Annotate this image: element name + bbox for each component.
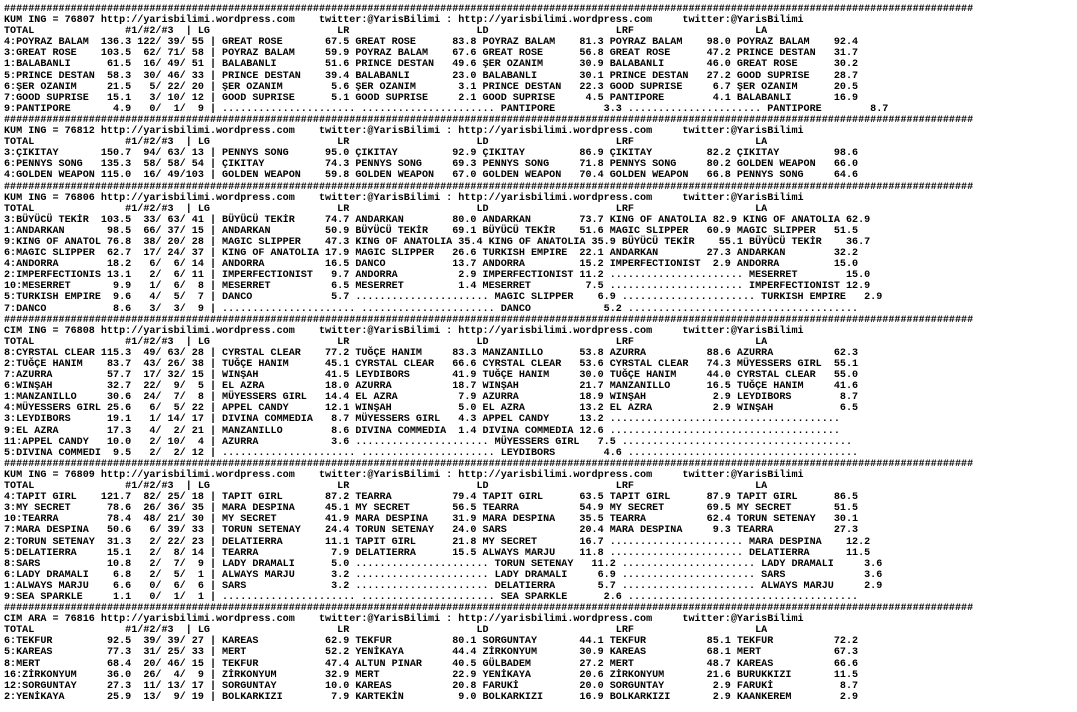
race-header-line: KUM ING = 76807 http://yarisbilimi.wordpress.com twitter:@YarisBilimi : http://yarisbilimi.wordpress.com twitter:@YarisBilimi — [4, 15, 804, 27]
separator-line: ################################################################################################################################################################ — [4, 181, 974, 193]
result-row: 3:MY SECRET 78.6 26/ 36/ 35 | MARA DESPINA 45.1 MY SECRET 56.5 TEARRA 54.9 MY SECRET 69.5 MY SECRET 51.5 — [4, 503, 859, 515]
result-row: 5:DIVINA COMMEDI 9.5 2/ 2/ 12 | ...................... ...................... LEYDIBORS 4.6 ...................................... — [4, 447, 859, 459]
race-header-line: KUM ING = 76812 http://yarisbilimi.wordpress.com twitter:@YarisBilimi : http://yarisbilimi.wordpress.com twitter:@YarisBilimi — [4, 126, 804, 138]
result-row: 3:GREAT ROSE 103.5 62/ 71/ 58 | POYRAZ BALAM 59.9 POYRAZ BALAM 67.6 GREAT ROSE 56.8 GREAT ROSE 47.2 PRINCE DESTAN 31.7 — [4, 48, 859, 60]
result-row: 7:DANCO 8.6 3/ 3/ 9 | ...................... ...................... DANCO 5.2 ...................................... — [4, 303, 859, 315]
result-row: 3:LEYDIBORS 19.1 1/ 14/ 17 | DIVINA COMMEDIA 8.7 MÜYESSERS GIRL 4.3 APPEL CANDY 13.2 ...................................... — [4, 414, 840, 426]
separator-line: ################################################################################################################################################################ — [4, 603, 974, 615]
result-row: 5:DELATIERRA 15.1 2/ 8/ 14 | TEARRA 7.9 DELATIERRA 15.5 ALWAYS MARJU 11.8 ...................... DELATIERRA 11.5 — [4, 547, 871, 559]
result-row: 9:KING OF ANATOL 76.8 38/ 20/ 28 | MAGIC SLIPPER 47.3 KING OF ANATOLIA 35.4 KING OF ANATOLIA 35.9 BÜYÜCÜ TEKİR 55.1 BÜYÜCÜ TEKİR 36.7 — [4, 236, 871, 248]
result-row: 4:TAPIT GIRL 121.7 82/ 25/ 18 | TAPIT GIRL 87.2 TEARRA 79.4 TAPIT GIRL 63.5 TAPIT GIRL 87.9 TAPIT GIRL 86.5 — [4, 492, 859, 504]
result-row: 5:PRINCE DESTAN 58.3 30/ 46/ 33 | PRINCE DESTAN 39.4 BALABANLI 23.0 BALABANLI 30.1 PRINCE DESTAN 27.2 GOOD SUPRISE 28.7 — [4, 70, 859, 82]
result-row: 16:ZİRKONYUM 36.0 26/ 4/ 9 | ZİRKONYUM 32.9 MERT 22.9 YENİKAYA 20.6 ZİRKONYUM 21.6 BURUKKIZI 11.5 — [4, 669, 859, 681]
result-row: 6:WINŞAH 32.7 22/ 9/ 5 | EL AZRA 18.0 AZURRA 18.7 WINŞAH 21.7 MANZANILLO 16.5 TUĞÇE HANIM 41.6 — [4, 381, 859, 393]
result-row: 10:TEARRA 78.4 48/ 21/ 30 | MY SECRET 41.9 MARA DESPINA 31.9 MARA DESPINA 35.5 TEARRA 62.4 TORUN SETENAY 30.1 — [4, 514, 859, 526]
result-row: 9:EL AZRA 17.3 4/ 2/ 21 | MANZANILLO 8.6 DIVINA COMMEDIA 1.4 DIVINA COMMEDIA 12.6 ...................................... — [4, 425, 840, 437]
result-row: 4:ANDORRA 18.2 6/ 6/ 14 | ANDORRA 16.5 DANCO 13.7 ANDORRA 15.2 IMPERFECTIONIST 2.9 ANDORRA 15.0 — [4, 259, 859, 271]
race-header-line: CIM ING = 76808 http://yarisbilimi.wordpress.com twitter:@YarisBilimi : http://yarisbilimi.wordpress.com twitter:@YarisBilimi — [4, 325, 804, 337]
result-row: 9:PANTIPORE 4.9 0/ 1/ 9 | ...................... ...................... PANTIPORE 3.3 ...................... PANTIPORE 8.7 — [4, 103, 889, 115]
result-row: 1:BALABANLI 61.5 16/ 49/ 51 | BALABANLI 51.6 PRINCE DESTAN 49.6 ŞER OZANIM 30.9 BALABANLI 46.0 GREAT ROSE 30.2 — [4, 59, 859, 71]
result-row: 4:GOLDEN WEAPON 115.0 16/ 49/103 | GOLDEN WEAPON 59.8 GOLDEN WEAPON 67.0 GOLDEN WEAPON 70.4 GOLDEN WEAPON 66.8 PENNYS SONG 64.6 — [4, 170, 859, 182]
result-row: 12:SORGUNTAY 27.3 11/ 13/ 17 | SORGUNTAY 10.0 KAREAS 20.8 FARUKİ 20.0 SORGUNTAY 2.9 FARUKİ 8.7 — [4, 680, 859, 692]
result-row: 7:AZURRA 57.7 17/ 32/ 15 | WINŞAH 41.5 LEYDIBORS 41.9 TUĞÇE HANIM 30.0 TUĞÇE HANIM 44.0 CYRSTAL CLEAR 55.0 — [4, 370, 859, 382]
result-row: 10:MESERRET 9.9 1/ 6/ 8 | MESERRET 6.5 MESERRET 1.4 MESERRET 7.5 ...................... IMPERFECTIONIST 12.9 — [4, 281, 871, 293]
result-row: 2:TUĞÇE HANIM 83.7 43/ 26/ 38 | TUĞÇE HANIM 45.1 CYRSTAL CLEAR 66.6 CYRSTAL CLEAR 53.6 CYRSTAL CLEAR 74.3 MÜYESSERS GIRL 55.1 — [4, 359, 859, 370]
result-row: 11:APPEL CANDY 10.0 2/ 10/ 4 | AZURRA 3.6 ...................... MÜYESSERS GIRL 7.5 ...................................... — [4, 436, 853, 448]
race-header-line: CIM ARA = 76816 http://yarisbilimi.wordpress.com twitter:@YarisBilimi : http://yarisbilimi.wordpress.com twitter:@YarisBilimi — [4, 614, 804, 626]
result-row: 5:KAREAS 77.3 31/ 25/ 33 | MERT 52.2 YENİKAYA 44.4 ZİRKONYUM 30.9 KAREAS 68.1 MERT 67.3 — [4, 647, 859, 659]
separator-line: ################################################################################################################################################################ — [4, 314, 974, 326]
race-analysis-sheet — [4, 4, 973, 703]
column-header-line: TOTAL #1/#2/#3 | LG LR LD LRF LA — [4, 26, 768, 38]
result-row: 8:CYRSTAL CLEAR 115.3 49/ 63/ 28 | CYRSTAL CLEAR 77.2 TUĞÇE HANIM 83.3 MANZANILLO 53.8 AZURRA 88.6 AZURRA 62.3 — [4, 347, 859, 359]
result-row: 5:TURKISH EMPIRE 9.6 4/ 5/ 7 | DANCO 5.7 ...................... MAGIC SLIPPER 6.9 ...................... TURKISH EMPIRE 2.9 — [4, 292, 883, 304]
result-row: 2:IMPERFECTIONIS 13.1 2/ 6/ 11 | IMPERFECTIONIST 9.7 ANDORRA 2.9 IMPERFECTIONIST 11.2 ...................... MESERRET 15.0 — [4, 270, 871, 282]
race-header-line: KUM ING = 76806 http://yarisbilimi.wordpress.com twitter:@YarisBilimi : http://yarisbilimi.wordpress.com twitter:@YarisBilimi — [4, 192, 804, 204]
separator-line: ################################################################################################################################################################ — [4, 4, 974, 15]
result-row: 7:MARA DESPINA 50.6 6/ 39/ 33 | TORUN SETENAY 24.4 TORUN SETENAY 24.0 SARS 20.4 MARA DESPINA 9.3 TEARRA 27.3 — [4, 525, 859, 537]
result-row: 4:MÜYESSERS GIRL 25.6 6/ 5/ 22 | APPEL CANDY 12.1 WINŞAH 5.0 EL AZRA 13.2 EL AZRA 2.9 WINŞAH 6.5 — [4, 403, 859, 415]
separator-line: ################################################################################################################################################################ — [4, 458, 974, 470]
result-row: 3:BÜYÜCÜ TEKİR 103.5 33/ 63/ 41 | BÜYÜCÜ TEKİR 74.7 ANDARKAN 80.0 ANDARKAN 73.7 KING OF ANATOLIA 82.9 KING OF ANATOLIA 62.9 — [4, 214, 871, 226]
result-row: 2:YENİKAYA 25.9 13/ 9/ 19 | BOLKARKIZI 7.9 KARTEKİN 9.0 BOLKARKIZI 16.9 BOLKARKIZI 2.9 KAANKEREM 2.9 — [4, 691, 859, 703]
result-row: 1:MANZANILLO 30.6 24/ 7/ 8 | MÜYESSERS GIRL 14.4 EL AZRA 7.9 AZURRA 18.9 WINŞAH 2.9 LEYDIBORS 8.7 — [4, 392, 859, 404]
result-row: 4:POYRAZ BALAM 136.3 122/ 39/ 55 | GREAT ROSE 67.5 GREAT ROSE 83.8 POYRAZ BALAM 81.3 POYRAZ BALAM 98.0 POYRAZ BALAM 92.4 — [4, 37, 859, 49]
result-row: 8:SARS 10.8 2/ 7/ 9 | LADY DRAMALI 5.0 ...................... TORUN SETENAY 11.2 ...................... LADY DRAMALI 3.6 — [4, 558, 883, 570]
result-row: 9:SEA SPARKLE 1.1 0/ 1/ 1 | ...................... ...................... SEA SPARKLE 2.6 ...................................... — [4, 591, 859, 603]
column-header-line: TOTAL #1/#2/#3 | LG LR LD LRF LA — [4, 137, 768, 149]
race-header-line: KUM ING = 76809 http://yarisbilimi.wordpress.com twitter:@YarisBilimi : http://yarisbilimi.wordpress.com twitter:@YarisBilimi — [4, 469, 804, 481]
column-header-line: TOTAL #1/#2/#3 | LG LR LD LRF LA — [4, 336, 768, 348]
result-row: 6:ŞER OZANIM 21.5 5/ 22/ 20 | ŞER OZANIM 5.6 ŞER OZANIM 3.1 PRINCE DESTAN 22.3 GOOD SUPRISE 6.7 ŞER OZANIM 20.5 — [4, 81, 859, 93]
result-row: 1:ALWAYS MARJU 6.6 0/ 6/ 6 | SARS 3.2 ...................... DELATIERRA 5.7 ...................... ALWAYS MARJU 2.9 — [4, 580, 883, 592]
column-header-line: TOTAL #1/#2/#3 | LG LR LD LRF LA — [4, 625, 768, 637]
result-row: 6:LADY DRAMALI 6.8 2/ 5/ 1 | ALWAYS MARJU 3.2 ...................... LADY DRAMALI 6.9 ...................... SARS 3.6 — [4, 569, 883, 581]
result-row: 6:PENNYS SONG 135.3 58/ 58/ 54 | ÇIKITAY 74.3 PENNYS SONG 69.3 PENNYS SONG 71.8 PENNYS SONG 80.2 GOLDEN WEAPON 66.0 — [4, 159, 859, 171]
column-header-line: TOTAL #1/#2/#3 | LG LR LD LRF LA — [4, 203, 768, 215]
result-row: 2:TORUN SETENAY 31.3 2/ 22/ 23 | DELATIERRA 11.1 TAPIT GIRL 21.8 MY SECRET 16.7 ...................... MARA DESPINA 12.2 — [4, 536, 871, 548]
separator-line: ################################################################################################################################################################ — [4, 114, 974, 126]
result-row: 6:TEKFUR 92.5 39/ 39/ 27 | KAREAS 62.9 TEKFUR 80.1 SORGUNTAY 44.1 TEKFUR 85.1 TEKFUR 72.2 — [4, 636, 859, 648]
result-row: 7:GOOD SUPRISE 15.1 3/ 10/ 12 | GOOD SUPRISE 5.1 GOOD SUPRISE 2.1 GOOD SUPRISE 4.5 PANTIPORE 4.1 BALABANLI 16.9 — [4, 92, 859, 104]
result-row: 8:MERT 68.4 20/ 46/ 15 | TEKFUR 47.4 ALTUN PINAR 40.5 GÜLBADEM 27.2 MERT 48.7 KAREAS 66.6 — [4, 658, 859, 670]
result-row: 1:ANDARKAN 98.5 66/ 37/ 15 | ANDARKAN 50.9 BÜYÜCÜ TEKİR 69.1 BÜYÜCÜ TEKİR 51.6 MAGIC SLIPPER 60.9 MAGIC SLIPPER 51.5 — [4, 225, 859, 237]
result-row: 3:ÇIKITAY 150.7 94/ 63/ 13 | PENNYS SONG 95.0 ÇIKITAY 92.9 ÇIKITAY 86.9 ÇIKITAY 82.2 ÇIKITAY 98.6 — [4, 148, 859, 160]
result-row: 6:MAGIC SLIPPER 62.7 17/ 24/ 37 | KING OF ANATOLIA 17.9 MAGIC SLIPPER 26.6 TURKISH EMPIRE 22.1 ANDARKAN 27.3 ANDARKAN 32.2 — [4, 248, 859, 260]
column-header-line: TOTAL #1/#2/#3 | LG LR LD LRF LA — [4, 481, 768, 493]
